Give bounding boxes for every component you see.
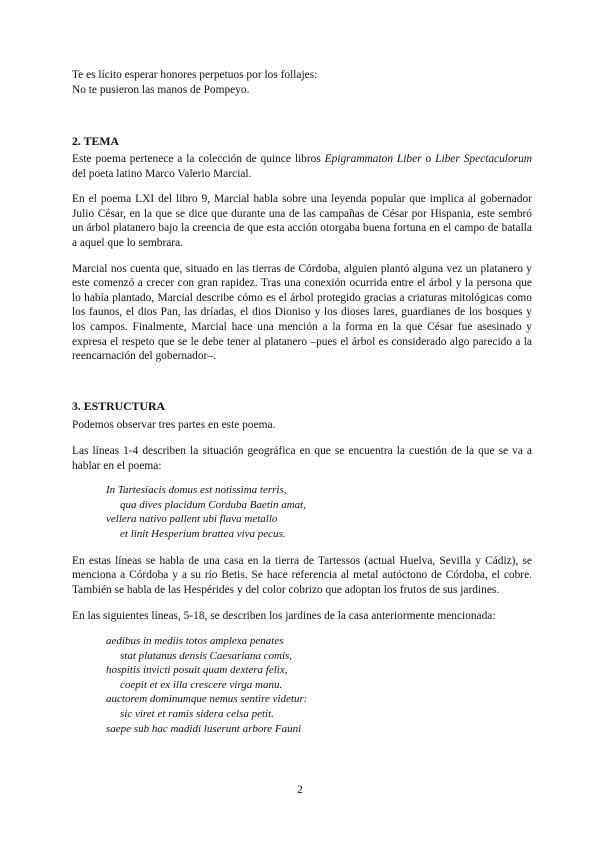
latin-verse-block — [72, 634, 532, 736]
paragraph: En el poema LXI del libro 9, Marcial habla sobre una leyenda popular que implica al gobernador Julio César, en la que se dice que durante una de las campañas de César por Hispania, este sembró un árbol platanero bajo la creencia de que esta acción otorgaba buena fortuna en el campo de batalla a aquel que lo sembrara. — [72, 193, 532, 249]
paragraph: Este poema pertenece a la colección de quince libros Epigrammaton Liber o Liber Spectaculorum del poeta latino Marco Valerio Marcial. — [72, 152, 533, 180]
verse-line: saepe sub hac madidi luserunt arbore Fauni — [106, 722, 302, 735]
section-heading-estructura: 3. ESTRUCTURA — [72, 398, 166, 413]
work-title: Epigrammaton Liber — [324, 152, 422, 165]
paragraph: Marcial nos cuenta que, situado en las tierras de Córdoba, alguien plantó alguna vez un platanero y este comenzó a crecer con gran rapidez. Tras una conexión ocurrida entre el árbol y la persona que lo había plantado, Marcial describe cómo es el árbol protegido gracias a criaturas mitológicas como los faunos, el dios Pan, las dríadas, el dios Dioniso y los dioses lares, guardianes de los bosques y los campos. Finalmente, Marcial hace una mención a la forma en la que César fue asesinado y expresa el respeto que se le debe tener al platanero –pues el árbol es considerado algo parecido a la reencarnación del gobernador–. — [72, 262, 532, 363]
document-page — [72, 68, 532, 736]
paragraph: Las líneas 1-4 describen la situación geográfica en que se encuentra la cuestión de la que se va a hablar en el poema: — [72, 445, 532, 472]
verse-line: sic viret et ramis sidera celsa petit. — [120, 707, 274, 720]
verse-line: et linit Hesperium brattea viva pecus. — [120, 528, 286, 541]
verse-line: vellera nativo pallent ubi flava metallo — [106, 513, 278, 526]
intro-line: No te pusieron las manos de Pompeyo. — [72, 83, 250, 96]
intro-line: Te es lícito esperar honores perpetuos por los follajes: — [72, 69, 318, 81]
paragraph: En estas líneas se habla de una casa en la tierra de Tartessos (actual Huelva, Sevilla y Cádiz), se menciona a Córdoba y a su río Betis. Se hace referencia al metal autóctono de Córdoba, el cobre. También se habla de las Hespérides y del color cobrizo que adoptan los frutos de sus jardines. — [72, 554, 532, 596]
paragraph: Podemos observar tres partes en este poema. — [72, 419, 276, 432]
verse-line: In Tartesiacis domus est notissima terris, — [106, 484, 287, 497]
latin-verse-block — [72, 483, 532, 541]
verse-line: stat platanus densis Caesariana comis, — [120, 649, 293, 662]
verse-line: aedibus in mediis totos amplexa penates — [106, 635, 284, 647]
verse-line: auctorem dominumque nemus sentire videtur: — [106, 693, 308, 706]
verse-line: coepit et ex illa crescere virga manu. — [120, 678, 283, 691]
verse-line: hospitis invicti posuit quam dextera felix, — [106, 664, 288, 677]
work-title: Liber Spectaculorum — [435, 152, 533, 165]
verse-line: qua dives placidum Corduba Baetin amat, — [120, 498, 306, 511]
section-heading-tema: 2. TEMA — [72, 134, 119, 149]
paragraph: En las siguientes líneas, 5-18, se describen los jardines de la casa anteriormente mencionada: — [72, 610, 496, 623]
page-number: 2 — [297, 784, 303, 796]
